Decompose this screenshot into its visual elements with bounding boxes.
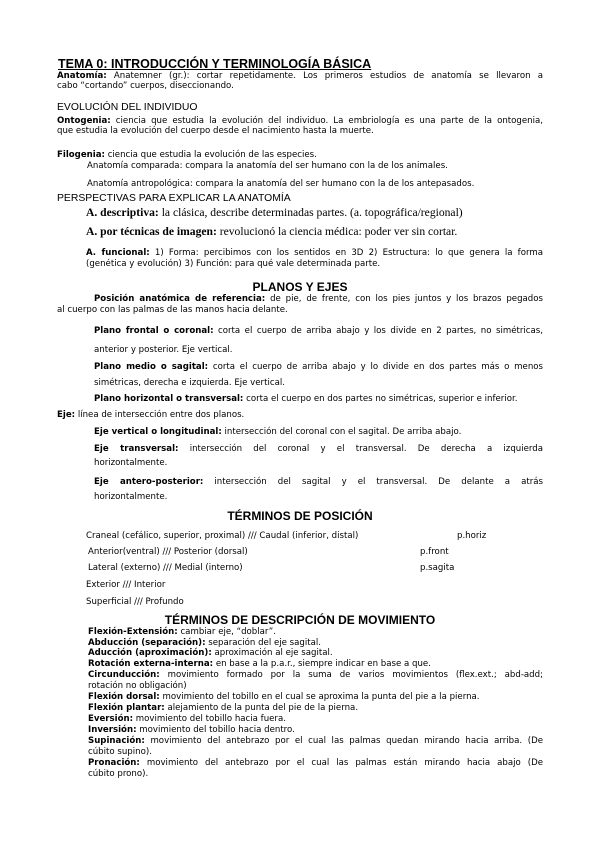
perspectivas-heading: PERSPECTIVAS PARA EXPLICAR LA ANATOMÍA <box>57 193 291 204</box>
posicion-row-2-plane: p.front <box>420 547 449 557</box>
ontogenia-line1 <box>57 116 543 126</box>
anatomia-comparada: Anatomía comparada: compara la anatomía del ser humano con la de los animales. <box>87 161 448 171</box>
eje-text: línea de intersección entre dos planos. <box>77 410 245 420</box>
funcional-text: 1) Forma: percibimos con los sentidos en 3D 2) Estructura: lo que genera la forma <box>154 248 543 258</box>
supinacion-line1 <box>88 736 543 746</box>
supinacion-text: movimiento del antebrazo por el cual las palmas quedan mirando hacia arriba. (De <box>150 736 543 746</box>
ontogenia-term: Ontogenia: <box>57 116 111 126</box>
circun-line2: rotación no obligación) <box>88 681 187 691</box>
posicion-row-1: Craneal (cefálico, superior, proximal) /// Caudal (inferior, distal) <box>86 531 359 541</box>
planos-heading: PLANOS Y EJES <box>252 280 348 294</box>
rotacion-term: Rotación externa-interna: <box>88 659 214 669</box>
descriptiva-line <box>86 206 463 220</box>
flexext-term: Flexión-Extensión: <box>88 627 178 637</box>
posicion-row-2: Anterior(ventral) /// Posterior (dorsal) <box>88 547 248 557</box>
medio-line2: simétricas, derecha e izquierda. Eje vertical. <box>94 378 285 388</box>
frontal-term: Plano frontal o coronal: <box>94 326 214 336</box>
eversion-term: Eversión: <box>88 714 134 724</box>
posicion-heading: TÉRMINOS DE POSICIÓN <box>227 509 373 523</box>
tecnicas-line <box>86 225 457 239</box>
eje-line <box>57 410 244 420</box>
posicion-row-3-plane: p.sagita <box>420 563 455 573</box>
horizontal-line <box>94 394 517 404</box>
antero-term: Eje antero-posterior: <box>94 477 204 487</box>
antero-text: intersección del sagital y el transversal. De delante a atrás <box>214 477 543 487</box>
dorsal-line <box>88 692 480 702</box>
antero-line1 <box>94 477 543 487</box>
plantar-text: alejamiento de la punta del pie de la pierna. <box>167 703 359 713</box>
pronacion-line1 <box>88 758 543 768</box>
frontal-line2: anterior y posterior. Eje vertical. <box>94 345 233 355</box>
transversal-text: intersección del coronal y el transversal. De derecha a izquierda <box>189 444 544 454</box>
filogenia-line <box>57 150 317 160</box>
medio-text: corta el cuerpo de arriba abajo y lo divide en dos partes más o menos <box>212 362 543 372</box>
posicion-row-4: Exterior /// Interior <box>86 580 166 590</box>
supinacion-line2: cúbito supino). <box>88 747 152 757</box>
medio-line1 <box>94 362 543 372</box>
plantar-line <box>88 703 358 713</box>
plantar-term: Flexión plantar: <box>88 703 165 713</box>
aduccion-text: aproximación al eje sagital. <box>214 648 333 658</box>
anatomia-paragraph-line1 <box>57 71 543 81</box>
evolucion-heading: EVOLUCIÓN DEL INDIVIDUO <box>57 102 198 113</box>
vertical-term: Eje vertical o longitudinal: <box>94 427 222 437</box>
inversion-line <box>88 725 295 735</box>
vertical-text: intersección del coronal con el sagital. De arriba abajo. <box>224 427 462 437</box>
inversion-term: Inversión: <box>88 725 137 735</box>
funcional-line2: (genética y evolución) 3) Función: para qué vale determinada parte. <box>86 259 381 269</box>
transversal-line1 <box>94 444 543 454</box>
flexext-text: cambiar eje, “doblar”. <box>180 627 276 637</box>
rotacion-line <box>88 659 431 669</box>
eje-term: Eje: <box>57 410 76 420</box>
antero-line2: horizontalmente. <box>94 492 168 502</box>
frontal-line1 <box>94 326 543 336</box>
supinacion-term: Supinación: <box>88 736 145 746</box>
inversion-text: movimiento del tobillo hacia dentro. <box>139 725 295 735</box>
tecnicas-text: revolucionó la ciencia médica: poder ver sin cortar. <box>219 225 458 238</box>
posicion-term: Posición anatómica de referencia: <box>94 294 266 304</box>
circun-text: movimiento formado por la suma de varios movimientos (flex.ext.; abd-add; <box>167 670 543 680</box>
vertical-line <box>94 427 461 437</box>
anatomia-text: Anatemner (gr.): cortar repetidamente. Los primeros estudios de anatomía se llevaron a <box>113 71 544 81</box>
anatomia-antropologica: Anatomía antropológica: compara la anatomía del ser humano con la de los antepasados. <box>87 179 475 189</box>
circun-line1 <box>88 670 543 680</box>
descriptiva-text: la clásica, describe determinadas partes. (a. topográfica/regional) <box>161 206 463 219</box>
frontal-text: corta el cuerpo de arriba abajo y los divide en 2 partes, no simétricas, <box>218 326 543 336</box>
transversal-line2: horizontalmente. <box>94 458 168 468</box>
descriptiva-term: A. descriptiva: <box>86 206 159 219</box>
anatomia-term: Anatomía: <box>57 71 107 81</box>
aduccion-term: Aducción (aproximación): <box>88 648 212 658</box>
pronacion-line2: cúbito prono). <box>88 769 149 779</box>
rotacion-text: en base a la p.a.r., siempre indicar en base a que. <box>215 659 431 669</box>
document-title: TEMA 0: INTRODUCCIÓN Y TERMINOLOGÍA BÁSICA <box>58 57 372 71</box>
posicion-row-3: Lateral (externo) /// Medial (interno) <box>88 563 243 573</box>
filogenia-text: ciencia que estudia la evolución de las especies. <box>107 150 317 160</box>
horizontal-text: corta el cuerpo en dos partes no simétricas, superior e inferior. <box>246 394 518 404</box>
anatomia-paragraph-line2: cabo “cortando” cuerpos, diseccionando. <box>57 81 234 91</box>
dorsal-term: Flexión dorsal: <box>88 692 160 702</box>
abduccion-line <box>88 638 321 648</box>
pronacion-term: Pronación: <box>88 758 140 768</box>
posicion-line2: al cuerpo con las palmas de las manos hacia delante. <box>57 305 288 315</box>
dorsal-text: movimiento del tobillo en el cual se aproxima la punta del pie a la pierna. <box>162 692 480 702</box>
medio-term: Plano medio o sagital: <box>94 362 209 372</box>
eversion-text: movimiento del tobillo hacia fuera. <box>135 714 286 724</box>
filogenia-term: Filogenia: <box>57 150 105 160</box>
funcional-term: A. funcional: <box>86 248 150 258</box>
eversion-line <box>88 714 286 724</box>
funcional-line1 <box>86 248 543 258</box>
abduccion-text: separación del eje sagital. <box>208 638 321 648</box>
posicion-row-5: Superficial /// Profundo <box>86 597 184 607</box>
movimiento-heading: TÉRMINOS DE DESCRIPCIÓN DE MOVIMIENTO <box>164 613 436 627</box>
pronacion-text: movimiento del antebrazo por el cual las palmas están mirando hacia abajo (De <box>146 758 543 768</box>
transversal-term: Eje transversal: <box>94 444 179 454</box>
posicion-line1 <box>94 294 543 304</box>
circun-term: Circunducción: <box>88 670 160 680</box>
posicion-text: de pie, de frente, con los pies juntos y los brazos pegados <box>270 294 544 304</box>
posicion-row-1-plane: p.horiz <box>457 531 487 541</box>
tecnicas-term: A. por técnicas de imagen: <box>86 225 217 238</box>
flexext-line <box>88 627 276 637</box>
horizontal-term: Plano horizontal o transversal: <box>94 394 244 404</box>
aduccion-line <box>88 648 333 658</box>
ontogenia-line2: que estudia la evolución del cuerpo desde el nacimiento hasta la muerte. <box>57 126 374 136</box>
ontogenia-text: ciencia que estudia la evolución del individuo. La embriología es una parte de la ontogenia, <box>115 116 544 126</box>
abduccion-term: Abducción (separación): <box>88 638 206 648</box>
